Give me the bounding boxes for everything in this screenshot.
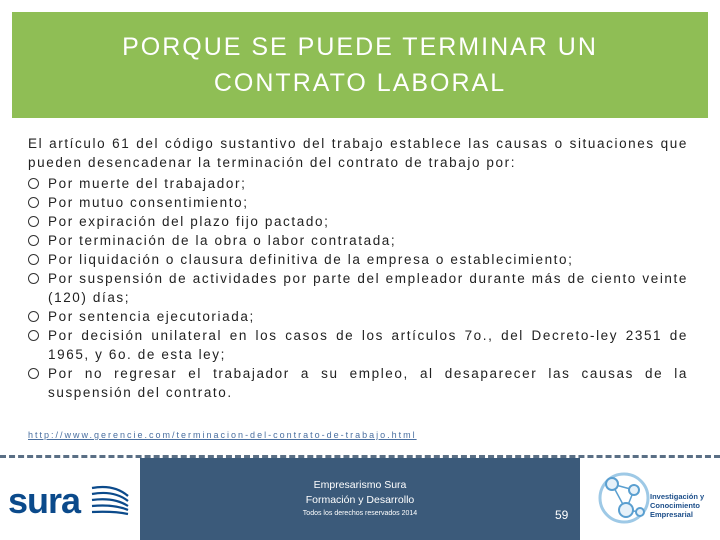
sura-logo-wordmark: sura bbox=[8, 480, 81, 521]
list-item: Por muerte del trabajador; bbox=[28, 174, 688, 193]
list-item: Por suspensión de actividades por parte del empleador durante más de ciento veinte (120) días; bbox=[28, 269, 688, 307]
list-item: Por terminación de la obra o labor contratada; bbox=[28, 231, 688, 250]
footer-line-2: Formación y Desarrollo bbox=[305, 494, 415, 506]
circle-bullet-icon bbox=[28, 235, 39, 246]
network-circles-icon bbox=[596, 464, 656, 534]
circle-bullet-icon bbox=[28, 368, 39, 379]
slide-header bbox=[12, 12, 708, 118]
list-item: Por no regresar el trabajador a su empleo, al desaparecer las causas de la suspensión del contrato. bbox=[28, 364, 688, 402]
list-item: Por decisión unilateral en los casos de los artículos 7o., del Decreto-ley 2351 de 1965, y 6o. de esta ley; bbox=[28, 326, 688, 364]
footer-line-1: Empresarismo Sura bbox=[313, 479, 407, 491]
slide-title: PORQUE SE PUEDE TERMINAR UN CONTRATO LABORAL bbox=[122, 33, 598, 97]
intro-paragraph: El artículo 61 del código sustantivo del trabajo establece las causas o situaciones que pueden desencadenar la terminación del contrato de trabajo por: bbox=[28, 136, 688, 170]
investigacion-logo bbox=[596, 464, 720, 536]
list-item: Por mutuo consentimiento; bbox=[28, 193, 688, 212]
slide-content bbox=[28, 134, 688, 402]
circle-bullet-icon bbox=[28, 197, 39, 208]
causes-list bbox=[28, 174, 688, 402]
footer-copyright: Todos los derechos reservados 2014 bbox=[302, 510, 418, 517]
circle-bullet-icon bbox=[28, 254, 39, 265]
page-number: 59 bbox=[555, 508, 569, 522]
sura-logo bbox=[8, 478, 133, 524]
list-item: Por liquidación o clausura definitiva de la empresa o establecimiento; bbox=[28, 250, 688, 269]
list-item: Por sentencia ejecutoriada; bbox=[28, 307, 688, 326]
sura-swoosh-icon bbox=[88, 482, 132, 522]
circle-bullet-icon bbox=[28, 311, 39, 322]
source-link[interactable]: http://www.gerencie.com/terminacion-del-contrato-de-trabajo.html bbox=[28, 430, 417, 440]
investigacion-logo-text: Investigación y Conocimiento Empresarial bbox=[650, 492, 705, 519]
circle-bullet-icon bbox=[28, 330, 39, 341]
circle-bullet-icon bbox=[28, 216, 39, 227]
footer-text bbox=[140, 478, 580, 520]
list-item: Por expiración del plazo fijo pactado; bbox=[28, 212, 688, 231]
circle-bullet-icon bbox=[28, 273, 39, 284]
circle-bullet-icon bbox=[28, 178, 39, 189]
